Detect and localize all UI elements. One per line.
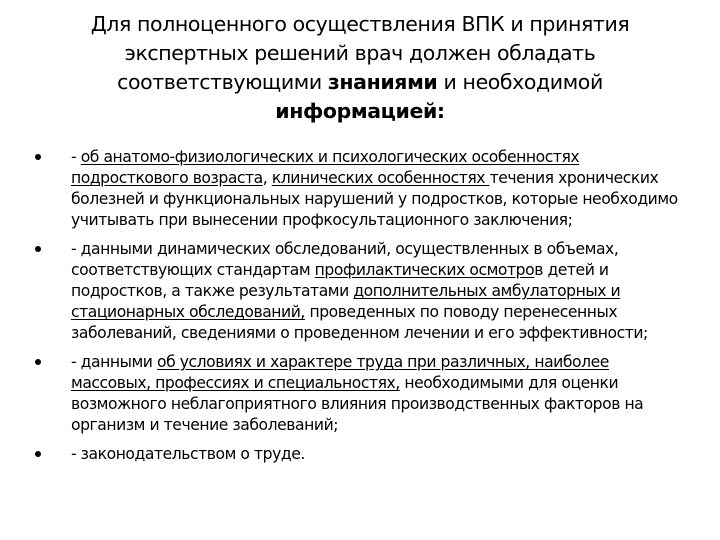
bullet-item-4 [34,444,684,465]
bullet-2-text-3: проведенных по поводу перенесенных заболеваний, сведениями о проведенном лечении и его эффективности; [71,303,648,342]
bullet-2-underlined-2: дополнительных амбулаторных и стационарных обследований, [71,282,621,321]
bullet-1-underlined-2: клинических особенностях [271,169,490,187]
slide-title [30,10,690,126]
bullet-2-text-1: - данными динамических обследований, осуществленных в объемах, соответствующих стандартам [71,240,619,279]
bullet-1-text-3: течения хронических болезней и функциональных нарушений у подростков, которые необходимо учитывать при вынесении профкосультационного заключения; [71,169,678,229]
bullet-1-underlined-1: об анатомо-физиологических и психологических особенностях подросткового возраста [71,148,580,187]
bullet-1-text-1: - [71,148,81,166]
bullet-item-1 [34,147,684,231]
title-line-3-prefix: соответствующими [117,70,328,94]
title-line-2: экспертных решений врач должен обладать [124,41,596,65]
bullet-3-text-1: - данными [71,353,157,371]
title-bold-information: информацией [275,99,437,123]
bullet-1-text-2: , [262,169,272,187]
bullet-item-2 [34,239,684,344]
bullet-list [34,147,684,473]
title-bold-knowledge: знаниями [327,70,438,94]
bullet-2-text-2: в детей и подростков, а также результатами [71,261,609,300]
title-colon: : [436,99,445,123]
bullet-4-text-1: - законодательством о труде. [71,445,305,463]
bullet-3-text-2: необходимыми для оценки возможного неблагоприятного влияния производственных факторов на организм и течение заболеваний; [71,374,644,434]
bullet-3-underlined-1: об условиях и характере труда при различных, наиболее массовых, профессиях и специальностях, [71,353,609,392]
bullet-2-underlined-1: профилактических осмотро [314,261,535,279]
title-line-3-mid: и необходимой [437,70,603,94]
bullet-item-3 [34,352,684,436]
title-line-1: Для полноценного осуществления ВПК и принятия [90,12,630,36]
